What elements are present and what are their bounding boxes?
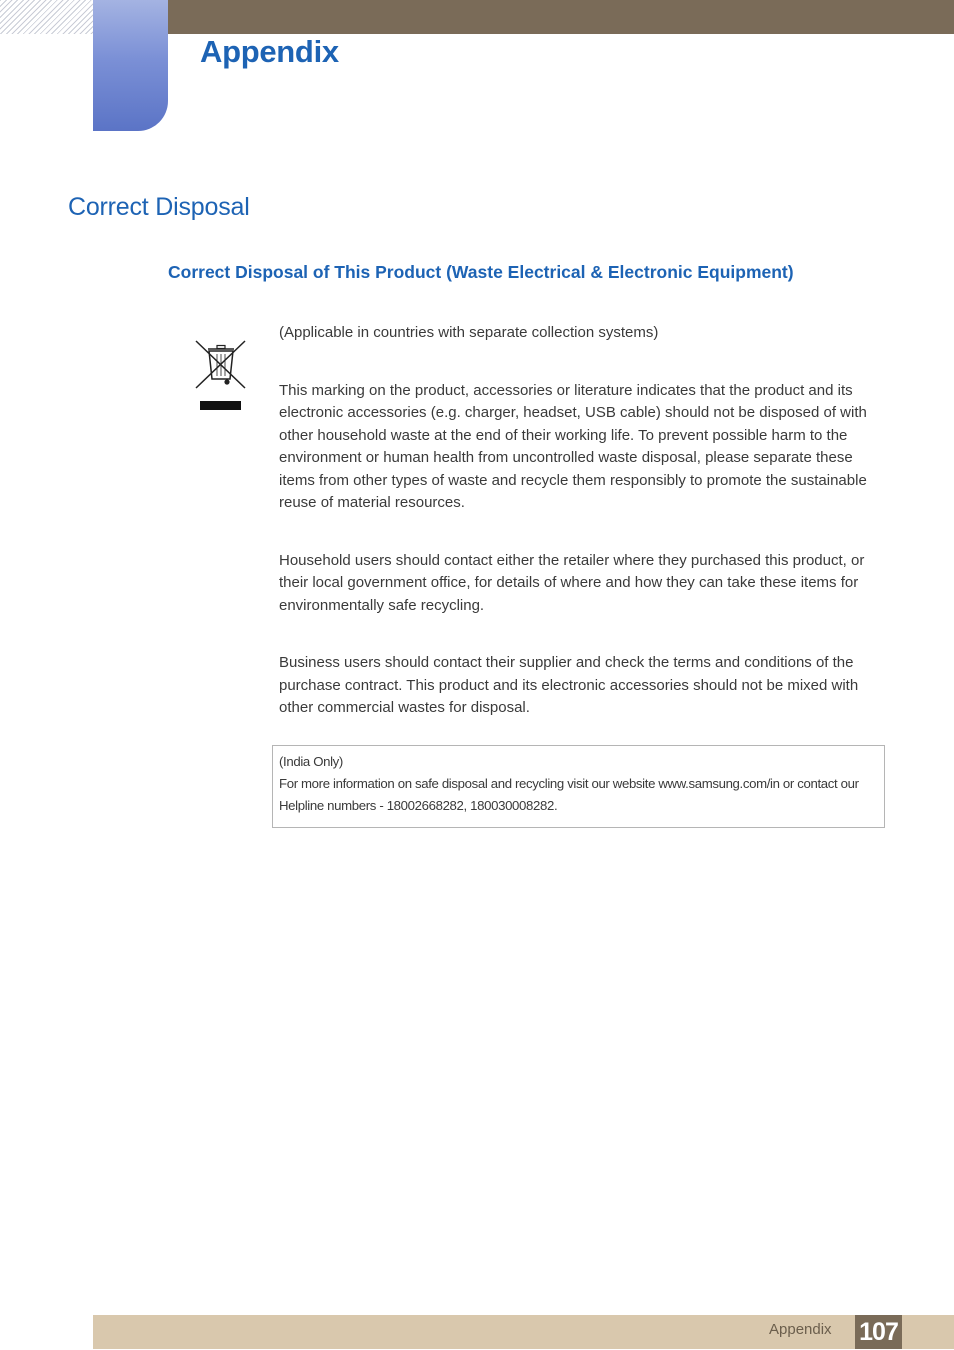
note-heading: (India Only)	[279, 754, 343, 769]
paragraph-marking: This marking on the product, accessories or literature indicates that the product and its electronic accessories (e.g. charger, headset, USB cable) should not be disposed of with other household waste at the end of their working life. To prevent possible harm to the environment or human health from uncontrolled waste disposal, please separate these items from other types of waste and recycle them responsibly to promote the sustainable reuse of material resources.	[279, 381, 867, 511]
paragraph-business-users: Business users should contact their supplier and check the terms and conditions of the purchase contract. This product and its electronic accessories should not be mixed with other commercial wastes for disposal.	[279, 654, 859, 716]
india-note-box	[272, 745, 885, 828]
crossed-out-wheeled-bin-icon	[193, 338, 247, 412]
body-text	[279, 322, 881, 755]
note-text: For more information on safe disposal and recycling visit our website www.samsung.com/in or contact our Helpline numbers - 18002668282, 180030008282.	[279, 776, 859, 813]
chapter-tab	[93, 0, 168, 131]
paragraph-household-users: Household users should contact either the retailer where they purchased this product, or their local government office, for details of where and how they can take these items for environmentally safe recycling.	[279, 551, 865, 614]
header-bar	[168, 0, 954, 34]
page-number: 107	[855, 1315, 902, 1349]
header-hatch-decoration	[0, 0, 93, 34]
chapter-title: Appendix	[200, 34, 339, 69]
subsection-title: Correct Disposal of This Product (Waste Electrical & Electronic Equipment)	[168, 262, 794, 282]
paragraph-applicability: (Applicable in countries with separate collection systems)	[279, 324, 659, 341]
footer-label: Appendix	[769, 1321, 832, 1338]
section-title: Correct Disposal	[68, 193, 250, 221]
